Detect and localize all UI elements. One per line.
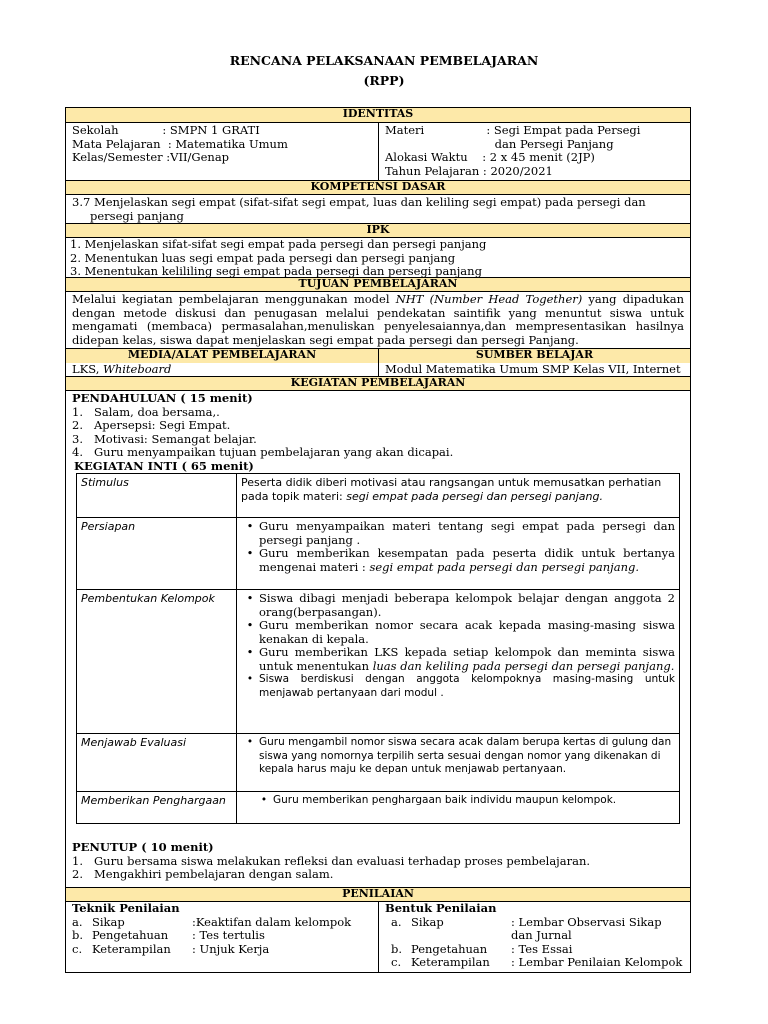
stimulus-text: Peserta didik diberi motivasi atau rangsangan untuk memusatkan perhatian pada topik materi: bbox=[241, 476, 662, 503]
sekolah-label: Sekolah bbox=[72, 123, 163, 137]
mapel-label: Mata Pelajaran bbox=[72, 136, 168, 151]
tujuan-post: yang dipadukan dengan metode diskusi dan penugasan melalui pendekatan saintifik yang menuntut siswa untuk mengamati (membaca) permasalahan,menuliskan penyelesaiannya,dan mempresentasikan hasilnya didepan kelas, siswa dapat menjelaskan segi empat pada persegi dan persegi Panjang. bbox=[72, 292, 684, 347]
kelompok-label: Pembentukan Kelompok bbox=[77, 590, 237, 733]
bullet-item: • Guru memberikan penghargaan baik individu maupun kelompok. bbox=[260, 794, 617, 806]
list-num: 2. bbox=[72, 418, 83, 432]
identitas-header: IDENTITAS bbox=[66, 108, 690, 122]
list-item bbox=[72, 406, 690, 420]
bullet-item: • Guru mengambil nomor siswa secara acak dalam berupa kertas di gulung dan siswa yang nomornya terpilih serta sesuai dengan nomor yang dikenakan di kepala harus maju ke depan untuk menjawab pertanyaan. bbox=[241, 736, 675, 777]
bullet-text bbox=[259, 547, 675, 574]
mapel-value: : Matematika Umum bbox=[167, 136, 288, 151]
list-item bbox=[72, 419, 690, 433]
document-title: RENCANA PELAKSANAAN PEMBELAJARAN bbox=[229, 53, 539, 68]
bullet-text-a: Guru memberikan LKS kepada setiap kelompok dan meminta siswa untuk menentukan bbox=[259, 645, 675, 673]
bullet-item: • Guru memberikan nomor secara acak kepada masing-masing siswa kenakan di kepala. bbox=[246, 618, 675, 646]
list-key: Sikap bbox=[92, 914, 125, 929]
list-item bbox=[72, 916, 372, 930]
list-num: 4. bbox=[72, 445, 83, 459]
inti-title: KEGIATAN INTI ( 65 menit) bbox=[74, 458, 254, 473]
media-row bbox=[66, 362, 690, 376]
bullet-text-a: Guru memberikan kesempatan pada peserta didik untuk bertanya mengenai materi : bbox=[259, 546, 675, 574]
bullet-text: Guru menyampaikan materi tentang segi empat pada persegi dan persegi panjang . bbox=[259, 519, 675, 547]
list-value: : Tes tertulis bbox=[192, 928, 265, 942]
evaluasi-row bbox=[77, 733, 679, 791]
teknik-title: Teknik Penilaian bbox=[72, 901, 180, 915]
bullet-text: Guru memberikan nomor secara acak kepada masing-masing siswa kenakan di kepala. bbox=[259, 618, 675, 646]
list-text: Guru bersama siswa melakukan refleksi dan evaluasi terhadap proses pembelajaran. bbox=[94, 853, 591, 868]
penghargaan-label: Memberikan Penghargaan bbox=[77, 792, 237, 823]
list-text: Apersepsi: Segi Empat. bbox=[94, 418, 231, 432]
kelompok-content bbox=[237, 590, 679, 733]
list-item bbox=[385, 916, 684, 943]
tahun-label: Tahun Pelajaran bbox=[385, 163, 483, 178]
bentuk-title: Bentuk Penilaian bbox=[385, 901, 497, 915]
list-item bbox=[72, 943, 372, 957]
kd-header: KOMPETENSI DASAR bbox=[66, 180, 690, 194]
bullet-text: Guru mengambil nomor siswa secara acak dalam berupa kertas di gulung dan siswa yang nomornya terpilih serta sesuai dengan nomor yang dikenakan di kepala harus maju ke depan untuk menjawab pertanyaan. bbox=[259, 736, 672, 775]
pendahuluan-title: PENDAHULUAN ( 15 menit) bbox=[72, 391, 253, 405]
list-item bbox=[385, 943, 684, 957]
materi-label: Materi bbox=[385, 123, 487, 137]
bullet-text-b: segi empat pada persegi dan persegi panjang. bbox=[369, 559, 640, 574]
list-text: Salam, doa bersama,. bbox=[94, 404, 220, 419]
stimulus-row bbox=[77, 474, 679, 517]
evaluasi-label: Menjawab Evaluasi bbox=[77, 734, 237, 791]
bullet-item: • Siswa dibagi menjadi beberapa kelompok belajar dengan anggota 2 orang(berpasangan). bbox=[246, 591, 675, 619]
teknik-penilaian bbox=[66, 902, 378, 972]
bullet-item: • Siswa berdiskusi dengan anggota kelompoknya masing-masing untuk menjawab pertanyaan dari modul . bbox=[246, 673, 675, 699]
kd-row bbox=[66, 194, 690, 223]
stimulus-topic: segi empat pada persegi dan persegi panjang. bbox=[346, 489, 603, 503]
identitas-right bbox=[378, 123, 690, 180]
identitas-row bbox=[66, 122, 690, 180]
list-text: Motivasi: Semangat belajar. bbox=[94, 431, 257, 446]
penutup-title: PENUTUP ( 10 menit) bbox=[72, 840, 214, 854]
tahun-value: : 2020/2021 bbox=[482, 163, 553, 178]
ipk-item: 2. Menentukan luas segi empat pada persegi dan persegi panjang bbox=[70, 250, 456, 265]
penutup-list bbox=[66, 855, 690, 882]
list-key: Pengetahuan bbox=[92, 928, 169, 942]
ipk-header: IPK bbox=[66, 223, 690, 237]
list-letter: a. bbox=[72, 914, 83, 929]
ipk-list bbox=[66, 238, 486, 277]
ipk-item: 1. Menjelaskan sifat-sifat segi empat pada persegi dan persegi panjang bbox=[70, 237, 487, 251]
bullet-text: Siswa berdiskusi dengan anggota kelompoknya masing-masing untuk menjawab pertanyaan dari modul . bbox=[259, 673, 675, 699]
bullet-text bbox=[259, 646, 675, 673]
persiapan-row bbox=[77, 517, 679, 589]
ipk-item: 3. Menentukan kelililing segi empat pada persegi dan persegi panjang bbox=[70, 264, 482, 278]
list-value: : Lembar Penilaian Kelompok bbox=[511, 955, 683, 969]
list-item bbox=[72, 855, 690, 869]
tujuan-header: TUJUAN PEMBELAJARAN bbox=[66, 277, 690, 291]
list-num: 3. bbox=[72, 431, 83, 446]
list-num: 1. bbox=[72, 404, 83, 419]
tujuan-model: NHT (Number Head Together) bbox=[395, 292, 583, 306]
identitas-left bbox=[66, 123, 378, 180]
bullet-item: • Guru memberikan kesempatan pada peserta didik untuk bertanya mengenai materi : segi empat pada persegi dan persegi panjang. bbox=[246, 546, 675, 574]
bentuk-penilaian bbox=[378, 902, 690, 972]
bullet-item: • Guru menyampaikan materi tentang segi empat pada persegi dan persegi panjang . bbox=[246, 519, 675, 547]
media-header: MEDIA/ALAT PEMBELAJARAN bbox=[66, 349, 378, 363]
kegiatan-header: KEGIATAN PEMBELAJARAN bbox=[66, 376, 690, 390]
list-item bbox=[72, 868, 690, 882]
list-item bbox=[72, 433, 690, 447]
penilaian-row bbox=[66, 901, 690, 972]
kd-text: 3.7 Menjelaskan segi empat (sifat-sifat segi empat, luas dan keliling segi empat) pada persegi dan persegi panjang bbox=[72, 195, 646, 223]
list-letter: b. bbox=[391, 941, 403, 956]
list-key: Sikap bbox=[411, 914, 444, 929]
sumber-header: SUMBER BELAJAR bbox=[378, 349, 690, 363]
list-num: 2. bbox=[72, 867, 83, 881]
media-whiteboard: Whiteboard bbox=[103, 362, 172, 376]
list-key: Keterampilan bbox=[411, 955, 490, 969]
list-num: 1. bbox=[72, 853, 83, 868]
media-header-row bbox=[66, 348, 690, 362]
penilaian-header: PENILAIAN bbox=[66, 887, 690, 901]
bullet-text-b: luas dan keliling pada persegi dan persegi panjang. bbox=[372, 658, 675, 673]
list-letter: b. bbox=[72, 928, 84, 942]
list-letter: c. bbox=[72, 941, 83, 956]
penghargaan-content bbox=[237, 792, 679, 823]
tujuan-row bbox=[66, 291, 690, 348]
ipk-row bbox=[66, 237, 690, 277]
list-value: : Lembar Observasi Sikap dan Jurnal bbox=[511, 914, 662, 942]
list-text: Mengakhiri pembelajaran dengan salam. bbox=[94, 867, 334, 881]
list-letter: a. bbox=[391, 914, 402, 929]
list-key: Keterampilan bbox=[92, 941, 171, 956]
list-value: :Keaktifan dalam kelompok bbox=[192, 914, 352, 929]
kelas-value: :VII/Genap bbox=[166, 150, 230, 164]
stimulus-content bbox=[237, 474, 679, 517]
persiapan-label: Persiapan bbox=[77, 518, 237, 589]
list-item bbox=[72, 929, 372, 943]
list-key: Pengetahuan bbox=[411, 941, 488, 956]
tujuan-pre: Melalui kegiatan pembelajaran menggunakan model bbox=[72, 292, 396, 306]
bullet-text: Guru memberikan penghargaan baik individu maupun kelompok. bbox=[273, 794, 617, 806]
list-letter: c. bbox=[391, 955, 402, 969]
materi-value-cont: dan Persegi Panjang bbox=[494, 136, 614, 151]
alokasi-label: Alokasi Waktu bbox=[385, 150, 483, 164]
alokasi-value: : 2 x 45 menit (2JP) bbox=[482, 150, 595, 164]
rpp-table bbox=[65, 107, 691, 973]
list-text: Guru menyampaikan tujuan pembelajaran yang akan dicapai. bbox=[94, 445, 454, 459]
pendahuluan-list bbox=[66, 406, 690, 460]
document-subtitle: (RPP) bbox=[363, 73, 405, 88]
sekolah-value: : SMPN 1 GRATI bbox=[162, 123, 260, 137]
kelas-label: Kelas/Semester bbox=[72, 150, 167, 164]
materi-label-cont bbox=[385, 138, 495, 152]
list-value: : Unjuk Kerja bbox=[192, 941, 270, 956]
penghargaan-row bbox=[77, 791, 679, 823]
tujuan-text bbox=[66, 292, 690, 348]
sumber-value: Modul Matematika Umum SMP Kelas VII, Internet bbox=[378, 363, 690, 376]
evaluasi-content bbox=[237, 734, 679, 791]
materi-value: : Segi Empat pada Persegi bbox=[486, 123, 641, 137]
persiapan-content bbox=[237, 518, 679, 589]
list-value: : Tes Essai bbox=[511, 941, 573, 956]
bullet-item: • Guru memberikan LKS kepada setiap kelompok dan meminta siswa untuk menentukan luas dan keliling pada persegi dan persegi panjang. bbox=[246, 645, 675, 673]
media-value bbox=[66, 363, 378, 376]
kegiatan-row bbox=[66, 390, 690, 887]
inti-table bbox=[76, 473, 680, 824]
kelompok-row bbox=[77, 589, 679, 733]
media-lks: LKS, bbox=[72, 362, 104, 376]
stimulus-label: Stimulus bbox=[77, 474, 237, 517]
bullet-text: Siswa dibagi menjadi beberapa kelompok belajar dengan anggota 2 orang(berpasangan). bbox=[259, 591, 675, 619]
list-item bbox=[72, 446, 690, 460]
list-item bbox=[385, 956, 684, 970]
